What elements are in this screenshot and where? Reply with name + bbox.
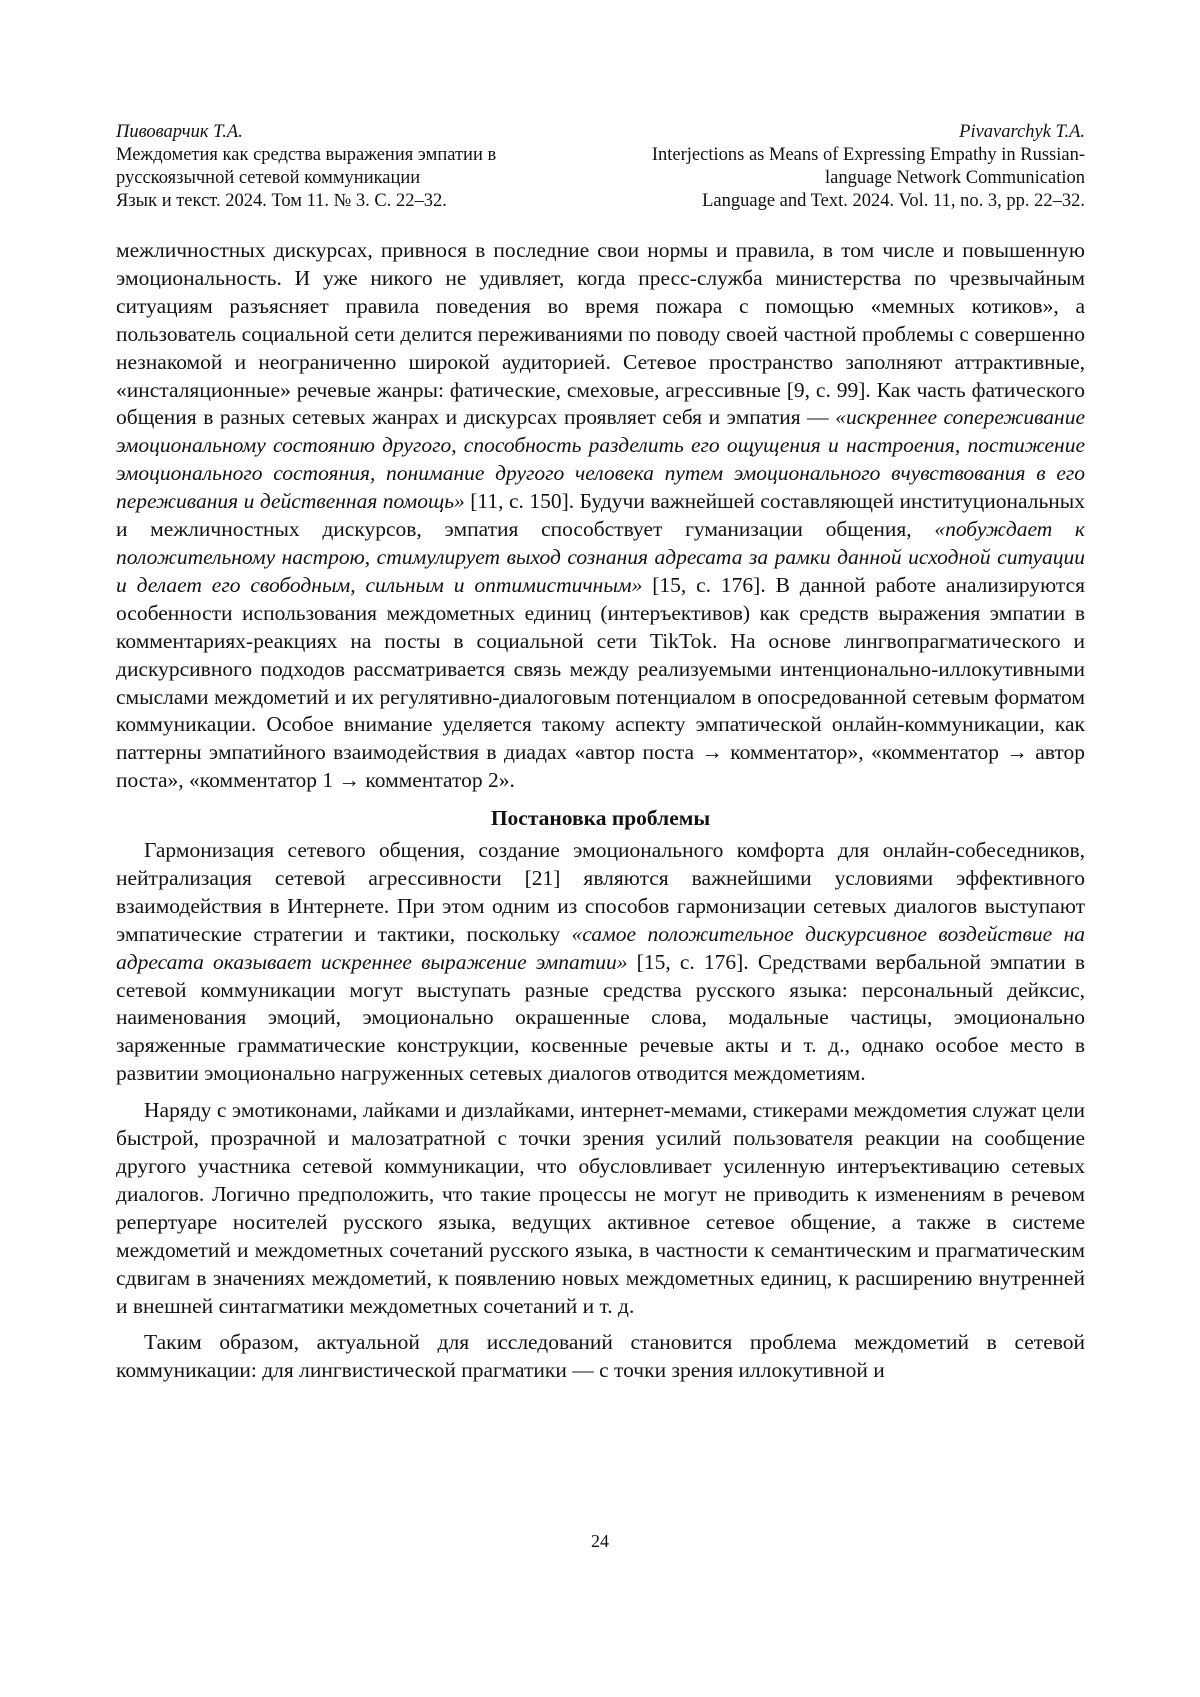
quotation-empathy-definition: «искреннее сопереживание эмоциональному состоянию другого, способность разделить его ощущения и настроения, постижение эмоционального состояния, понимание другого человека путем эмоционального вчувствования в его переживания и действенная помощь»: [116, 405, 1085, 514]
header-title-ru-line2: русскоязычной сетевой коммуникации: [116, 168, 421, 188]
paragraph-problem-2: Наряду с эмотиконами, лайками и дизлайками, интернет-мемами, стикерами междометия служат цели быстрой, прозрачной и малозатратной с точки зрения усилий пользователя реакции на сообщение другого участника сетевой коммуникации, что обусловливает усиленную интеръективацию сетевых диалогов. Логично предположить, что такие процессы не могут не приводить к изменениям в речевом репертуаре носителей русского языка, ведущих активное сетевое общение, а также в системе междометий и междометных сочетаний русского языка, в частности к семантическим и прагматическим сдвигам в значениях междометий, к появлению новых междометных единиц, к расширению внутренней и внешней синтагматики междометных сочетаний и т. д.: [116, 1098, 1085, 1318]
text-run: межличностных дискурсах, привнося в последние свои нормы и правила, в том числе и повышенную эмоциональность. И уже никого не удивляет, когда пресс-служба министерства по чрезвычайным ситуациям разъясняет правила поведения во время пожара с помощью «мемных котиков», а пользователь социальной сети делится переживаниями по поводу своей частной проблемы с совершенно незнакомой и неограниченно широкой аудиторией. Сетевое пространство заполняют аттрактивные, «инсталяционные» речевые жанры: фатические, смеховые, агрессивные [9, с. 99]. Как часть фатического общения в разных сетевых жанрах и дискурсах проявляет себя и эмпатия —: [116, 238, 1085, 430]
quotation-empathy-effect: «побуждает к положительному настрою, стимулирует выход сознания адресата за рамки данной исходной ситуации и делает его свободным, сильным и оптимистичным»: [116, 517, 1085, 597]
page-number: 24: [591, 1531, 609, 1551]
running-header: [116, 121, 1085, 213]
header-author-ru: Пивоварчик Т.А.: [116, 122, 243, 142]
text-run: [15, с. 176]. Средствами вербальной эмпатии в сетевой коммуникации могут выступать разные средства русского языка: персональный дейксис, наименования эмоций, эмоционально окрашенные слова, модальные частицы, эмоционально заряженные грамматические конструкции, косвенные речевые акты и т. д., однако особое место в развитии эмоционально нагруженных сетевых диалогов отводится междометиям.: [116, 949, 1085, 1086]
header-citation-ru: Язык и текст. 2024. Том 11. № 3. С. 22–32.: [116, 191, 447, 211]
header-russian: [116, 121, 496, 213]
paragraph-problem-3: Таким образом, актуальной для исследований становится проблема междометий в сетевой коммуникации: для лингвистической прагматики — с точки зрения иллокутивной и: [116, 1330, 1085, 1383]
text-run: [11, с. 150]. Будучи важнейшей составляющей институциональных и межличностных дискурсов, эмпатия способствует гуманизации общения,: [116, 489, 1086, 542]
text-run: Гармонизация сетевого общения, создание эмоционального комфорта для онлайн-собеседников, нейтрализация сетевой агрессивности [21] являются важнейшими условиями эффективного взаимодействия в Интернете. При этом одним из способов гармонизации сетевых диалогов выступают эмпатические стратегии и тактики, поскольку: [116, 838, 1085, 946]
paragraph-intro-continued: [116, 237, 1085, 795]
article-body: [116, 237, 1085, 1385]
header-title-en-line2: language Network Communication: [825, 168, 1085, 188]
header-citation-en: Language and Text. 2024. Vol. 11, no. 3, pp. 22–32.: [702, 191, 1085, 211]
header-title-en-line1: Interjections as Means of Expressing Empathy in Russian-: [651, 145, 1085, 165]
header-title-ru-line1: Междометия как средства выражения эмпатии в: [116, 145, 497, 165]
header-author-en: Pivavarchyk T.A.: [959, 122, 1085, 142]
quotation-discursive-impact: «самое положительное дискурсивное воздействие на адресата оказывает искреннее выражение эмпатии»: [116, 921, 1085, 974]
header-english: [652, 121, 1085, 213]
text-run: [15, с. 176]. В данной работе анализируются особенности использования междометных единиц (интеръективов) как средств выражения эмпатии в комментариях-реакциях на посты в социальной сети TikTok. На основе лингвопрагматического и дискурсивного подходов рассматривается связь между реализуемыми интенционально-иллокутивными смыслами междометий и их регулятивно-диалоговым потенциалом в опосредованной сетевым форматом коммуникации. Особое внимание уделяется такому аспекту эмпатической онлайн-коммуникации, как паттерны эмпатийного взаимодействия в диадах «автор поста → комментатор», «комментатор → автор поста», «комментатор 1 → комментатор 2».: [116, 572, 1085, 793]
paragraph-problem-1: [116, 837, 1085, 1088]
section-heading: Постановка проблемы: [490, 806, 711, 831]
